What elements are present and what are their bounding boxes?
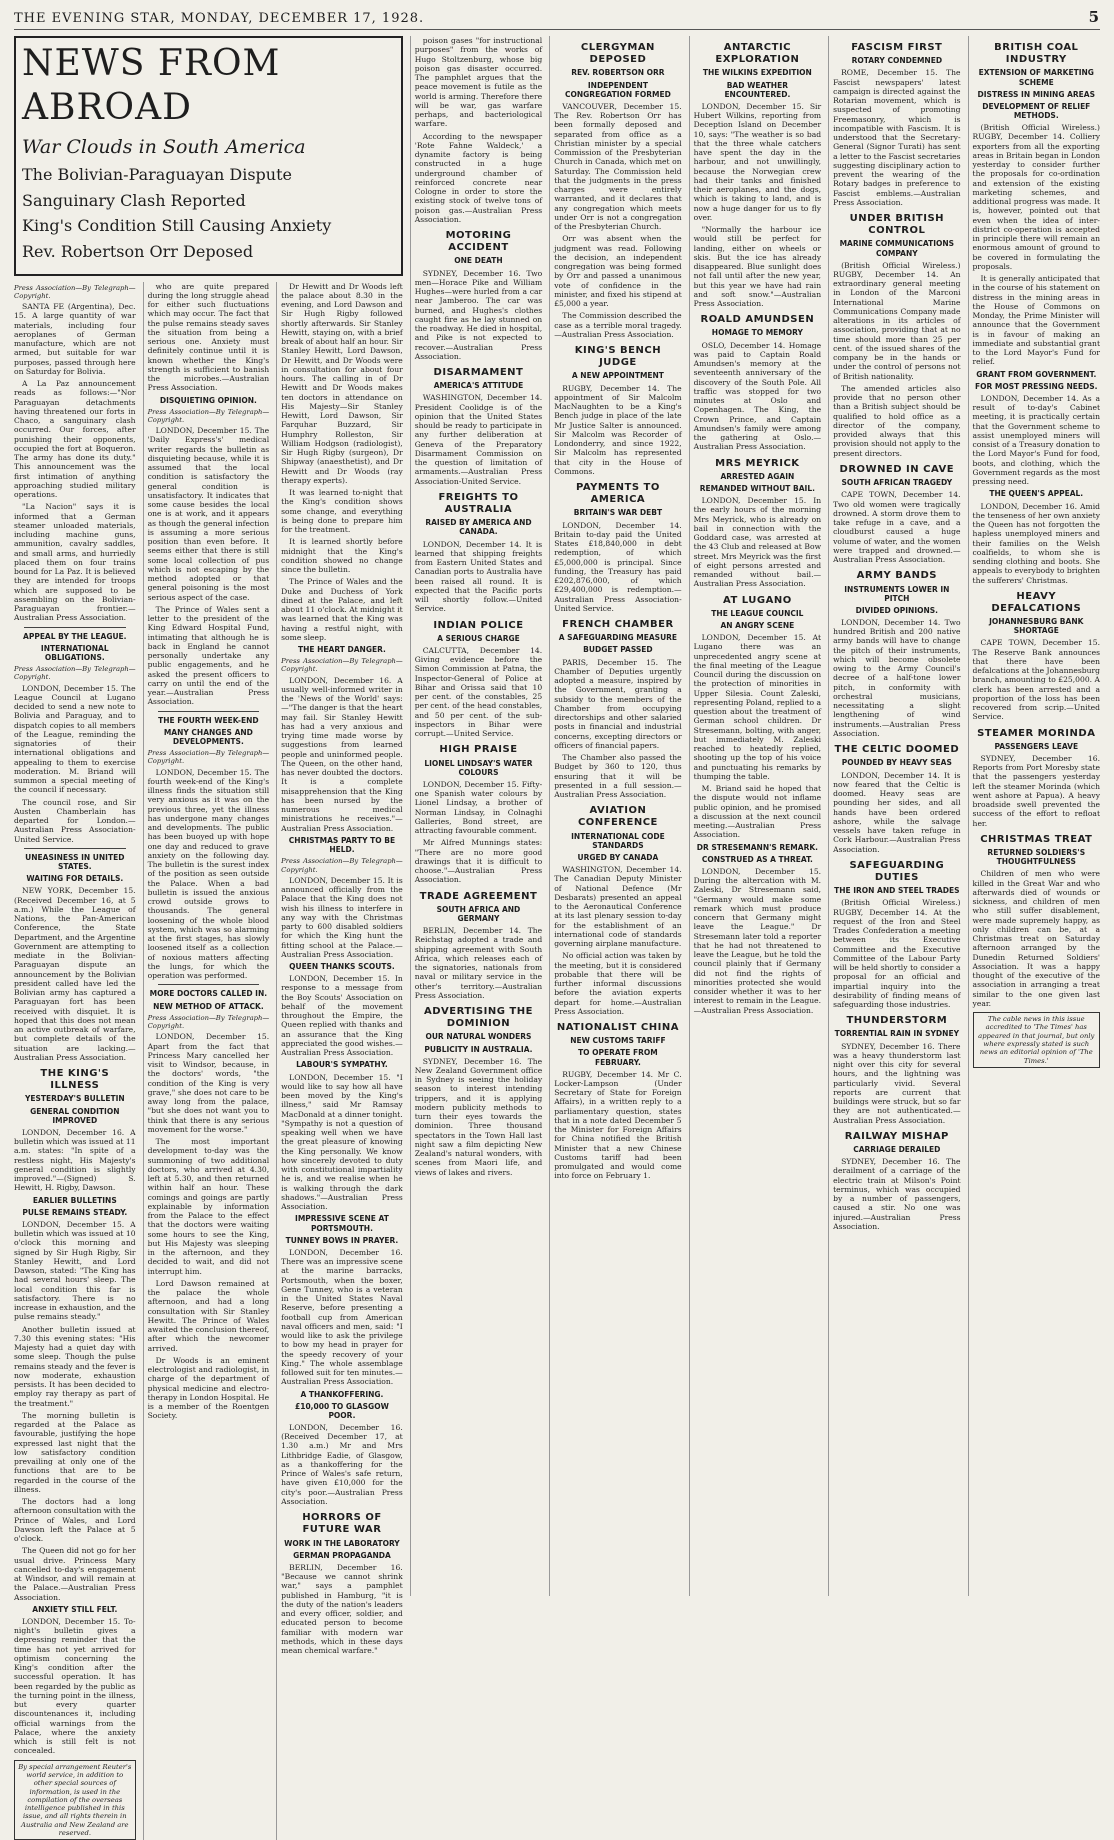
story-subhead: GENERAL CONDITION IMPROVED (30, 1106, 120, 1125)
credit-line: Press Association—By Telegraph—Copyright. (147, 407, 270, 424)
story-subhead: A SERIOUS CHARGE (437, 633, 520, 643)
headline-3: Sanguinary Clash Reported (22, 190, 246, 210)
story-subhead: INSTRUMENTS LOWER IN PITCH (844, 584, 950, 603)
paragraph: CAPE TOWN, December 15. The Reserve Bank announces that there have been defalcations at the Johannesburg branch, amounting to £25,000. A clerk has been arrested and a proportion of the loss has been recovered from scrip.—United Service. (972, 638, 1100, 722)
story-subhead: EARLIER BULLETINS (32, 1195, 117, 1205)
paragraph: BERLIN, December 16. "Because we cannot shrink war," says a pamphlet published in Hamburg, "it is the duty of the nation's leaders and every officer, soldier, and educated person to become familiar with modern war methods, which in these days mean chemical warfare." (281, 1562, 403, 1656)
divider (24, 627, 126, 628)
paragraph: LONDON, December 14. It is now feared that the Celtic is doomed. Heavy seas are pounding her sides, and all hands have been ordered ashore, while the salvage vessels have taken refuge in Cork Harbour.—Australian Press Association. (833, 770, 961, 854)
story-headline: THE KING'S ILLNESS (40, 1068, 110, 1092)
story-subhead: PULSE REMAINS STEADY. (22, 1207, 128, 1217)
credit-line: Press Association—By Telegraph—Copyright. (14, 665, 136, 682)
story-headline: RAILWAY MISHAP (844, 1130, 949, 1142)
masthead (14, 36, 403, 276)
story-subhead: BRITAIN'S WAR DEBT (573, 508, 663, 518)
paragraph: BERLIN, December 14. The Reichstag adopted a trade and shipping agreement with South Africa, which releases each of the signatories, nationals from naval or military service in the other's territory.—Australian Press Association. (414, 926, 543, 1000)
story-headline: BRITISH COAL INDUSTRY (994, 42, 1079, 66)
paragraph: LONDON, December 16. Amid the tenseness of her own anxiety the Queen has not forgotten the hapless unemployed miners and their families on the Welsh coalfields, to whom she is sending clothing and boots. She appeals to everybody to brighten the sufferers' Christmas. (972, 501, 1100, 585)
story-subhead: TORRENTIAL RAIN IN SYDNEY (834, 1029, 959, 1039)
story-subhead: WAITING FOR DETAILS. (26, 874, 124, 884)
copyright-notice: By special arrangement Reuter's world service, in addition to other special sources of information, is used in the compilation of the overseas intelligence published in this issue, and all rights therein in Australia and New Zealand are reserved. (14, 1760, 136, 1840)
story-subhead: HOMAGE TO MEMORY (711, 328, 803, 338)
paragraph: M. Briand said he hoped that the dispute would not inflame public opinion, and he promised a discussion at the next council meeting.—Australian Press Association. (693, 784, 822, 840)
paragraph: The Prince of Wales and the Duke and Duchess of York dined at the Palace, and left about 11 o'clock. At midnight it was learned that the King was having a restful night, with some sleep. (281, 577, 403, 642)
story-subhead: RAISED BY AMERICA AND CANADA. (425, 518, 532, 537)
credit-line: Press Association—By Telegraph—Copyright. (147, 1013, 270, 1031)
paragraph: LONDON, December 14. Britain to-day paid the United States £18,840,000 in debt redemption, of which £5,000,000 is principal. Since funding, the Treasury has paid £202,876,000, of which £29,400,000 is redemption.—Australian Press Association-United Service. (554, 520, 682, 613)
story-subhead: THE HEART DANGER. (298, 645, 386, 655)
paragraph: SANTA FE (Argentina), Dec. 15. A large quantity of war materials, including four aeroplanes of German manufacture, which are not armed, but suitable for war purposes, passed through here on Saturday for Bolivia. (14, 302, 136, 376)
story-subhead: POUNDED BY HEAVY SEAS (841, 758, 952, 768)
story-subhead: EXTENSION OF MARKETING SCHEME (978, 68, 1094, 87)
paragraph: who are quite prepared during the long struggle ahead for either such fluctuations which may occur. The fact that the pulse remains steady saves the situation from being a serious one. Anxiety must definitely continue until it is known whether the King's strength is sufficient to banish the microbes.—Australian Press Association. (147, 281, 270, 393)
paragraph: LONDON, December 14. Two hundred British and 200 native army bands will have to change the pitch of their instruments, which will become obsolete owing to the Army Council's decree of a half-tone lower pitch, in conformity with orchestral musicians, necessitating a slight lengthening of wind instruments.—Australian Press Association. (833, 617, 961, 738)
story-subhead: DIVIDED OPINIONS. (855, 605, 939, 615)
story-subhead: £10,000 TO GLASGOW POOR. (295, 1401, 389, 1420)
story-headline: INDIAN POLICE (433, 619, 524, 631)
story-subhead: ANXIETY STILL FELT. (32, 1604, 118, 1614)
story-subhead: INTERNATIONAL CODE STANDARDS (571, 831, 665, 850)
story-subhead: THE QUEEN'S APPEAL. (989, 489, 1084, 499)
story-subhead: GERMAN PROPAGANDA (293, 1550, 391, 1560)
headline-2: The Bolivian-Paraguayan Dispute (22, 164, 292, 184)
story-subhead: NEW METHOD OF ATTACK. (153, 1001, 264, 1011)
story-headline: HORRORS OF FUTURE WAR (302, 1512, 382, 1536)
paragraph: The most important development to-day was the summoning of two additional doctors, who arrived at 4.30, left at 5.30, and then returned within half an hour. These comings and goings are partly explainable by information from the Palace to the effect that the doctors were waiting some hours to see the King, but His Majesty was sleeping in the afternoon, and they decided to wait, and did not interrupt him. (147, 1137, 270, 1276)
headline-1: War Clouds in South America (22, 135, 306, 158)
paragraph: WASHINGTON, December 14. President Coolidge is of the opinion that the United States should be ready to participate in any further deliberation at Geneva of the Preparatory Disarmament Commission on the question of limitation of armaments.—Australian Press Association-United Service. (414, 393, 543, 486)
story-headline: ADVERTISING THE DOMINION (424, 1006, 533, 1030)
paragraph: The morning bulletin is regarded at the Palace as favourable, justifying the hope expressed last night that the low satisfactory condition prevailing at only one of the functions that are to be regarded in the course of the illness. (14, 1410, 136, 1494)
story-subhead: A THANKOFFERING. (300, 1389, 384, 1399)
story-subhead: WORK IN THE LABORATORY (284, 1538, 400, 1548)
story-subhead: LIONEL LINDSAY'S WATER COLOURS (424, 758, 533, 777)
story-headline: HEAVY DEFALCATIONS (991, 590, 1082, 614)
headline-5: Rev. Robertson Orr Deposed (22, 242, 254, 262)
paragraph: poison gases "for instructional purposes" from the works of Hugo Stoltzenburg, whose big poison gas disaster occurred. The pamphlet argues that the peace movement is futile as the world is arming. Therefore there will be war, gas warfare perhaps, and bacteriological warfare. (414, 36, 543, 129)
paragraph: LONDON, December 15. The 'Daily Express's' medical writer regards the bulletin as disquieting because, while it is assumed that the local condition is satisfactory the general condition is unsatisfactory. It indicates that some cause besides the local one is at work, and it appears as though the general infection is assuming a more serious position than even before. It seems either that there is still some local collection of pus which is not escaping by the method adopted or that general poisoning is the most serious aspect of the case. (147, 426, 270, 602)
headline-4: King's Condition Still Causing Anxiety (22, 216, 332, 236)
paragraph: OSLO, December 14. Homage was paid to Captain Roald Amundsen's memory at the seventeenth anniversary of the discovery of the South Pole. All traffic was stopped for two minutes at Oslo and Copenhagen. The King, the Crown Prince, and Captain Amundsen's family were among the gathering at Oslo.—Australian Press Association. (693, 340, 822, 452)
story-headline: AVIATION CONFERENCE (577, 805, 658, 829)
paragraph: "Normally the harbour ice would still be perfect for landing, either on wheels or skis. But the ice has already disappeared. Blue sunlight does not fall until after the new year, but this year we have had rain and soft snow."—Australian Press Association. (693, 225, 822, 309)
story-headline: ARMY BANDS (856, 570, 937, 582)
credit-line: Press Association—By Telegraph—Copyright. (147, 749, 270, 766)
story-subhead: ARRESTED AGAIN (720, 471, 795, 481)
paragraph: LONDON, December 14. As a result of to-day's Cabinet meeting, it is practically certain that the Government scheme to assist unemployed miners will consist of a Treasury donation to the Lord Mayor's Fund for food, boots, and clothing, which the Government regards as the most pressing need. (972, 393, 1100, 487)
divider (158, 984, 260, 985)
story-subhead: NEW CUSTOMS TARIFF (570, 1036, 666, 1046)
paragraph: LONDON, December 15. To-night's bulletin gives a depressing reminder that the time has not yet arrived for optimism concerning the King's condition after the successful operation. It has been regarded by the public as the turning point in the illness, but every quarter discountenances it, including official warnings from the Palace, where the anxiety which is still felt is not concealed. (14, 1616, 136, 1756)
running-title: THE EVENING STAR, MONDAY, DECEMBER 17, 1928. (14, 11, 425, 26)
story-subhead: IMPRESSIVE SCENE AT PORTSMOUTH. (295, 1214, 389, 1233)
story-subhead: CHRISTMAS PARTY TO BE HELD. (288, 835, 396, 855)
story-subhead: UNEASINESS IN UNITED STATES. (25, 852, 125, 871)
section-title: NEWS FROM ABROAD (22, 43, 281, 128)
paragraph: CAPE TOWN, December 14. Two old women were tragically drowned. A storm drove them to take refuge in a cave, and a cloudburst caused a huge volume of water, and the women were trapped and drowned.—Australian Press Association. (833, 490, 961, 565)
paragraph: PARIS, December 15. The Chamber of Deputies urgently adopted a measure, inspired by the Government, granting a subsidy to the members of the Chamber from occupying directorships and other salaried posts in financial and industrial concerns, excepting directors or officers of financial papers. (554, 657, 682, 750)
story-subhead: MORE DOCTORS CALLED IN. (149, 989, 268, 999)
credit-line: Press Association—By Telegraph—Copyright. (14, 283, 136, 300)
paragraph: LONDON, December 15. In response to a message from the Boy Scouts' Association on behalf of the movement throughout the Empire, the Queen replied with thanks and an assurance that the King appreciated the good wishes.—Australian Press Association. (281, 974, 403, 1058)
paragraph: LONDON, December 15. In the early hours of the morning Mrs Meyrick, who is already on bail in connection with the Goddard case, was arrested at the 43 Club and released at Bow street. Mrs Meyrick was the first of eight persons arrested and remanded without bail.—Australian Press Association. (693, 496, 822, 589)
story-subhead: A NEW APPOINTMENT (571, 371, 664, 381)
column-4 (410, 36, 542, 1596)
paragraph: The Queen did not go for her usual drive. Princess Mary cancelled to-day's engagement at Windsor, and will remain at the Palace.—Australian Press Association. (14, 1546, 136, 1602)
paragraph: Children of men who were killed in the Great War and who afterwards died of wounds or sickness, and children of men who still suffer disablement, were made supremely happy, as only children can be, at a Christmas treat on Saturday afternoon arranged by the Dunedin Returned Soldiers' Association. It was a happy thought of the executive of the association in arranging a treat similar to the one given last year. (972, 869, 1100, 1008)
story-subhead: BUDGET PASSED (583, 645, 653, 655)
paragraph: According to the newspaper 'Rote Fahne Waldeck,' a dynamite factory is being constructed in a huge underground chamber of reinforced concrete near Cologne in order to store the existing stock of twelve tons of poison gas.—Australian Press Association. (414, 131, 543, 224)
paragraph: LONDON, December 15. At Lugano there was an unprecedented angry scene at the final meeting of the League Council during the discussion on the protection of minorities in Upper Silesia. Count Zaleski, representing Poland, replied to a question about the treatment of German school children. Dr Stresemann, bolting, with anger, but immediately M. Zaleski reached to heatedly replied, shooting up the top of his voice and punctuating his remarks by thumping the table. (693, 633, 822, 781)
paragraph: SYDNEY, December 16. The New Zealand Government office in Sydney is seeing the holiday season to interest intending trippers, and it is applying modern publicity methods to turn their eyes towards the dominion. Three thousand spectators in the Town Hall last night saw a film depicting New Zealand's natural wonders, with scenes from Maori life, and views of lakes and rivers. (414, 1056, 543, 1177)
paragraph: LONDON, December 16. A bulletin which was issued at 11 a.m. states: "In spite of a restless night, His Majesty's general condition is slightly improved."—(Signed) S. Hewitt, H. Rigby, Dawson. (14, 1127, 136, 1193)
story-subhead: LABOUR'S SYMPATHY. (296, 1060, 388, 1070)
paragraph: LONDON, December 15. Fifty-one Spanish water colours by Lionel Lindsay, a brother of Norman Lindsay, in Colnaghi Galleries, Bond street, are attracting favourable comment. (414, 779, 543, 836)
paragraph: (British Official Wireless.) RUGBY, December 14. An extraordinary general meeting in London of the Marconi International Marine Communications Company made alterations in its articles of association, providing that at no time should more than 25 per cent. of the issued shares of the company be in the hands or under the control of persons not of British nationality. (833, 260, 961, 381)
times-notice: The cable news in this issue accredited to 'The Times' has appeared in that journal, but only where expressly stated is such news an editorial opinion of 'The Times.' (973, 1012, 1100, 1068)
story-subhead: DEVELOPMENT OF RELIEF METHODS. (982, 101, 1091, 120)
paragraph: ROME, December 15. The Fascist newspapers' latest campaign is directed against the Rotarian movement, which is suspected of promoting Freemasonry, which is incompatible with Fascism. It is understood that the Secretary-General (Signor Turati) has sent a letter to the Fascist secretaries suggesting disciplinary action to prevent the wearing of the Rotary badges in preference to Fascist emblems.—Australian Press Association. (833, 68, 961, 207)
story-subhead: ROTARY CONDEMNED (851, 56, 943, 66)
story-headline: ANTARCTIC EXPLORATION (715, 42, 800, 66)
paragraph: LONDON, December 15. A bulletin which was issued at 10 o'clock this morning and signed by Sir Hugh Rigby, Sir Stanley Hewitt, and Lord Dawson, stated: "The King has had several hours' sleep. The local condition this far is satisfactory. There is no increase in exhaustion, and the pulse remains steady." (14, 1219, 136, 1322)
paragraph: LONDON, December 16. There was an impressive scene at the marine barracks, Portsmouth, when the boxer, Gene Tunney, who is a veteran in the United States Naval Reserve, before presenting a football cup from American naval officers and men, said: "I would like to ask the privilege to bow my head in prayer for the speedy recovery of your King." The whole assemblage followed suit for ten minutes.—Australian Press Association. (281, 1247, 403, 1387)
paragraph: The doctors had a long afternoon consultation with the Prince of Wales, and Lord Dawson left the Palace at 5 o'clock. (14, 1497, 136, 1544)
paragraph: No official action was taken by the meeting, but it is considered probable that there will be further informal discussions before the aviation experts depart for home.—Australian Press Association. (554, 951, 682, 1016)
paragraph: NEW YORK, December 15. (Received December 16, at 5 a.m.) While the League of Nations, the Pan-American Conference, the State Department, and the Argentine Government are attempting to mediate in the Bolivian-Paraguayan dispute an announcement by the Bolivian president called have led the Bolivian army has captured a Paraguayan fort has been received with disquiet. It is hoped that this does not mean an active outbreak of warfare, but complete details of the situation are lacking.—Australian Press Association. (14, 886, 136, 1062)
story-subhead: MARINE COMMUNICATIONS COMPANY (839, 239, 955, 258)
paragraph: It is generally anticipated that in the course of his statement on distress in the mining areas in the House of Commons on Monday, the Prime Minister will announce that the Government is in favour of making an immediate and substantial grant to the Lord Mayor's Fund for relief. (972, 274, 1100, 367)
story-headline: AT LUGANO (723, 594, 792, 606)
paragraph: Orr was absent when the judgment was read. Following the decision, an independent congregation was being formed by Orr and passed a unanimous vote of confidence in the minister, and fixed his stipend at £5,000 a year. (554, 234, 682, 309)
paragraph: SYDNEY, December 16. There was a heavy thunderstorm last night over this city for several hours, and the lightning was particularly vivid. Several reports are current that buildings were struck, but so far they are not authenticated.—Australian Press Association. (833, 1041, 961, 1125)
column-8 (968, 36, 1100, 1596)
paragraph: "La Nacion" says it is informed that a German steamer unloaded materials, including machine guns, ammunition, cavalry saddles, and small arms, and hurriedly placed them on four trains bound for La Paz. It is believed they are intended for troops which are supposed to be assembling on the Bolivian-Paraguayan frontier.—Australian Press Association. (14, 502, 136, 623)
story-headline: DROWNED IN CAVE (839, 463, 955, 475)
story-subhead: SOUTH AFRICA AND GERMANY (436, 904, 521, 923)
story-subhead: FOR MOST PRESSING NEEDS. (974, 381, 1098, 391)
story-subhead: THE FOURTH WEEK-END (158, 715, 259, 725)
paragraph: CALCUTTA, December 14. Giving evidence before the Simon Commission at Patna, the Inspector-General of Police at Bihar and Orissa said that 10 per cent. of the constables, 25 per cent. of the head constables, and 50 per cent. of the sub-inspectors in Bihar were corrupt.—United Service. (414, 645, 543, 739)
paragraph: LONDON, December 15. During the altercation with M. Zaleski, Dr Stresemann said, "Germany would make some remark which must produce concern that Germany might leave the League." Dr Stresemann later told a reporter that he had not threatened to leave the League, but he told the council plainly that if Germany did not find the rights of minorities protected she would consider whether it was to her interest to remain in the League.—Australian Press Association. (693, 866, 822, 1015)
paragraph: SYDNEY, December 16. Reports from Port Moresby state that the passengers yesterday left the steamer Morinda (which went ashore at Papua). A heavy broadside swell prevented the success of the effort to refloat her. (972, 753, 1100, 828)
paragraph: LONDON, December 15. Apart from the fact that Princess Mary cancelled her visit to Windsor, because, in the doctors' words, "the condition of the King is very grave," she does not care to be away long from the palace, "but she does not want you to think that there is any serious movement for the worse." (147, 1032, 270, 1134)
story-headline: KING'S BENCH JUDGE (574, 345, 662, 369)
column-1 (14, 282, 136, 1840)
story-headline: THUNDERSTORM (846, 1015, 948, 1027)
story-subhead: QUEEN THANKS SCOUTS. (289, 962, 395, 972)
story-headline: FASCISM FIRST (851, 42, 943, 53)
story-headline: THE CELTIC DOOMED (834, 744, 960, 756)
paragraph: SYDNEY, December 16. Two men—Horace Pike and William Hughes—were hurled from a car near Jamberoo. The car was burned, and Hughes's clothes caught fire as he lay stunned on the roadway. He died in hospital, and Pike is not expected to recover.—Australian Press Association. (414, 268, 543, 361)
story-headline: SAFEGUARDING DUTIES (849, 859, 945, 883)
story-subhead: A SAFEGUARDING MEASURE (558, 633, 678, 643)
column-7 (828, 36, 960, 1596)
credit-line: Press Association—By Telegraph—Copyright. (281, 657, 403, 674)
divider (24, 848, 126, 849)
story-subhead: AN ANGRY SCENE (720, 620, 795, 630)
paragraph: LONDON, December 15. Sir Hubert Wilkins, reporting from Deception Island on December 10, says: "The weather is so bad that the three whale catchers have spent the day in the harbour, and not unwillingly, because the Norwegian crew had their tanks and finished their aeroplanes, and the dogs, which is taking to land, and is now a huge danger for us to fly over. (693, 101, 822, 222)
paragraph: A La Paz announcement reads as follows:—"Nor Paraguayan detachments having threatened our forts in Chaco, a sanguinary clash occurred. Our forces, after punishing their opponents, occupied the fort at Boqueron. The army has done its duty." This announcement was the first intimation of anything approaching studied military operations. (14, 379, 136, 500)
paragraph: The Chamber also passed the Budget by 360 to 120, thus ensuring that it will be presented in a full session.—Australian Press Association. (554, 753, 682, 800)
story-subhead: URGED BY CANADA (577, 852, 659, 862)
paragraph: The Prince of Wales sent a letter to the president of the King Edward Hospital Fund, intimating that although he is back in England he cannot personally undertake any public engagements, and he asked the present officers to carry on until the end of the year.—Australian Press Association. (147, 604, 270, 707)
story-subhead: CONSTRUED AS A THREAT. (701, 854, 813, 864)
paragraph: LONDON, December 15. The fourth week-end of the King's illness finds the situation still very anxious as it was on the previous three, yet the illness has undergone many changes and developments. The public has been buoyed up with hope one day and reduced to grave anxiety on the following day. The bulletin is the surest index of the position as seen outside the Palace. When a bad bulletin is issued the anxious crowd outside grows to thousands. The general loosening of the whole blood system, which was so alarming at the first stages, has slowly loosened itself as a collection of noxious matters affecting the lungs, for which the operation was performed. (147, 767, 270, 981)
story-headline: ROALD AMUNDSEN (700, 314, 815, 326)
story-subhead: OUR NATURAL WONDERS (425, 1032, 532, 1042)
story-headline: TRADE AGREEMENT (419, 890, 538, 902)
story-headline: CLERGYMAN DEPOSED (580, 42, 655, 66)
page-number: 5 (1088, 8, 1100, 26)
paragraph: LONDON, December 15. "I would like to say how all have been moved by the King's illness," said Mr Ramsay MacDonald at a dinner tonight. "Sympathy is not a question of speaking well when we have the great pleasure of knowing the King personally. We know how sincerely devoted to duty with constitutional impartiality he is, and we realise when he is walking through the dark shadows."—Australian Press Association. (281, 1072, 403, 1212)
story-headline: PAYMENTS TO AMERICA (575, 482, 660, 506)
paragraph: RUGBY, December 14. The appointment of Sir Malcolm MacNaughten to be a King's Bench judge in place of the late Mr Justice Salter is announced. Sir Malcolm was Recorder of Londonderry, and since 1922, Sir Malcolm has represented that city in the House of Commons. (554, 383, 682, 476)
paragraph: VANCOUVER, December 15. The Rev. Robertson Orr has been formally deposed and separated from office as a Christian minister by a special Commission of the Presbyterian Church in Canada, which met on Saturday. The Commission held that the judgments in the press charges were entirely warranted, and it declares that any congregation which meets under Orr is not a congregation of the Presbyterian Church. (554, 101, 682, 232)
column-6 (689, 36, 821, 1596)
story-subhead: YESTERDAY'S BULLETIN (24, 1094, 125, 1104)
paragraph: (British Official Wireless.) RUGBY, December 14. Colliery exporters from all the exporting areas in Britain began in London yesterday to consider further the proposals for co-ordination and extension of the existing marketing schemes, and additional progress was made. It is, however, pointed out that even when the idea of inter-district co-operation is accepted in principle there will remain an enormous amount of ground to be covered in formulating the proposals. (972, 123, 1100, 271)
story-subhead: REMANDED WITHOUT BAIL. (699, 483, 815, 493)
page-header (14, 8, 1100, 30)
story-subhead: THE LEAGUE COUNCIL (711, 608, 804, 618)
story-subhead: THE IRON AND STEEL TRADES (834, 886, 960, 896)
paragraph: Mr Alfred Munnings states: "There are no more good drawings that it is difficult to choose."—Australian Press Association. (414, 838, 543, 885)
story-subhead: TUNNEY BOWS IN PRAYER. (285, 1235, 399, 1245)
story-subhead: ONE DEATH (454, 256, 503, 266)
story-headline: FRENCH CHAMBER (562, 619, 674, 631)
story-subhead: RETURNED SOLDIERS'S THOUGHTFULNESS (987, 848, 1086, 867)
paragraph: Another bulletin issued at 7.30 this evening states: "His Majesty had a quiet day with some sleep. Though the pulse remains steady and the fever is now moderate, exhaustion persists. It has been decided to employ ray therapy as part of the treatment." (14, 1324, 136, 1408)
story-headline: FREIGHTS TO AUSTRALIA (438, 491, 519, 516)
story-subhead: AMERICA'S ATTITUDE (433, 381, 524, 391)
news-from-abroad-section (14, 36, 403, 1837)
paragraph: WASHINGTON, December 14. The Canadian Deputy Minister of National Defence (Mr Desbarats) presented an appeal to the Aeronautical Conference at its last plenary session to-day for the establishment of an international code of standards governing airplane manufacture. (554, 865, 682, 949)
story-subhead: SOUTH AFRICAN TRAGEDY (841, 478, 953, 488)
story-subhead: PUBLICITY IN AUSTRALIA. (424, 1044, 533, 1054)
paragraph: It was learned to-night that the King's condition shows some change, and everything is being done to prepare him for the treatment. (281, 488, 403, 535)
paragraph: The council rose, and Sir Austen Chamberlain has departed for London.—Australian Press Association-United Service. (14, 797, 136, 844)
paragraph: LONDON, December 15. The League Council at Lugano decided to send a new note to Bolivia and Paraguay, and to dispatch copies to all members of the League, reminding the signatories of their international obligations and appealing to them to exercise moderation. M. Briand will summon a special meeting of the council if necessary. (14, 683, 136, 795)
story-headline: HIGH PRAISE (439, 744, 518, 756)
story-subhead: INTERNATIONAL OBLIGATIONS. (40, 643, 109, 662)
story-headline: MRS MEYRICK (715, 457, 800, 469)
story-headline: NATIONALIST CHINA (556, 1022, 679, 1034)
paragraph: LONDON, December 14. It is learned that shipping freights from Eastern United States and Canadian ports to Australia have been raised all round. It is expected that the Pacific ports will shortly follow.—United Service. (414, 539, 543, 614)
story-headline: CHRISTMAS TREAT (980, 833, 1093, 845)
story-subhead: APPEAL BY THE LEAGUE. (23, 631, 127, 641)
column-3 (276, 282, 403, 1840)
story-subhead: INDEPENDENT CONGREGATION FORMED (564, 80, 671, 99)
story-headline: UNDER BRITISH CONTROL (849, 213, 945, 237)
paragraph: Dr Woods is an eminent electrologist and radiologist, in charge of the department of physical medicine and electro-therapy in London Hospital. He is a member of the Roentgen Society. (147, 1355, 270, 1421)
story-subhead: TO OPERATE FROM FEBRUARY. (578, 1048, 658, 1067)
story-subhead: MANY CHANGES AND DEVELOPMENTS. (163, 727, 253, 747)
story-subhead: BAD WEATHER ENCOUNTERED. (724, 80, 791, 99)
story-subhead: DISQUIETING OPINION. (159, 395, 257, 405)
paragraph: The Commission described the case as a terrible moral tragedy.—Australian Press Association. (554, 311, 682, 339)
story-subhead: REV. ROBERTSON ORR (571, 68, 665, 78)
story-subhead: DISTRESS IN MINING AREAS (977, 89, 1095, 99)
story-subhead: PASSENGERS LEAVE (994, 741, 1079, 751)
story-subhead: DR STRESEMANN'S REMARK. (696, 842, 819, 852)
paragraph: LONDON, December 16. A usually well-informed writer in the 'News of the World' says:—"The danger is that the heart may fail. Sir Stanley Hewitt has had a very anxious and trying time made worse by suggestions from learned people and uninformed people. The Queen, on the other hand, has never doubted the doctors. It is a complete misapprehension that the King has been nursed by the numerous medical ministrations he receives."—Australian Press Association. (281, 675, 403, 833)
story-subhead: THE WILKINS EXPEDITION (702, 68, 812, 78)
story-subhead: CARRIAGE DERAILED (853, 1145, 941, 1155)
paragraph: Lord Dawson remained at the palace the whole afternoon, and had a long consultation with Sir Stanley Hewitt. The Prince of Wales awaited the conclusion thereof, after which the newcomer arrived. (147, 1278, 270, 1353)
story-headline: STEAMER MORINDA (977, 727, 1096, 739)
paragraph: It is learned shortly before midnight that the King's condition showed no change since the bulletin. (281, 537, 403, 575)
paragraph: LONDON, December 16. (Received December 17, at 1.30 a.m.) Mr and Mrs Lithbridge Eadie, of Glasgow, as a thankoffering for the Prince of Wales's safe return, have given £10,000 for the city's poor.—Australian Press Association. (281, 1422, 403, 1506)
divider (158, 711, 260, 712)
paragraph: RUGBY, December 14. Mr C. Locker-Lampson (Under Secretary of State for Foreign Affairs), in a written reply to a parliamentary question, states that in a note dated December 5 the Minister for Foreign Affairs for China notified the British Minister that a new Chinese Customs tariff had been promulgated and would come into force on February 1. (554, 1069, 682, 1181)
story-subhead: GRANT FROM GOVERNMENT. (976, 369, 1097, 379)
story-subhead: JOHANNESBURG BANK SHORTAGE (989, 617, 1084, 636)
column-5 (549, 36, 681, 1596)
story-headline: MOTORING ACCIDENT (445, 230, 512, 254)
credit-line: Press Association—By Telegraph—Copyright. (281, 857, 403, 874)
paragraph: Dr Hewitt and Dr Woods left the palace about 8.30 in the evening, and Lord Dawson and Sir Hugh Rigby followed shortly afterwards. Sir Stanley Hewitt, staying on, with a brief break of about half an hour. Sir Stanley Hewitt, Lord Dawson, Dr Hewitt, and Dr Woods were in consultation for about four hours. The calling in of Dr Hewitt and Dr Woods makes ten doctors in attendance on His Majesty—Sir Stanley Hewitt, Lord Dawson, Sir Farquhar Buzzard, Sir Humphry Rolleston, Sir William Hodgson (radiologist), Sir Hugh Rigby (surgeon), Dr Shipway (anaesthetist), and Dr Hewitt and Dr Woods (ray therapy experts). (281, 281, 403, 485)
column-2 (143, 282, 270, 1840)
paragraph: LONDON, December 15. It is announced officially from the Palace that the King does not wish his illness to interfere in any way with the Christmas party to 600 disabled soldiers for which the King hunt the fitting school at the Palace.—Australian Press Association. (281, 875, 403, 959)
story-headline: DISARMAMENT (433, 367, 524, 379)
paragraph: The amended articles also provide that no person other than a British subject should be qualified to hold office as a director of the company, provided always that this provision should not apply to the present directors. (833, 383, 961, 458)
paragraph: SYDNEY, December 16. The derailment of a carriage of the electric train at Milson's Point terminus, which was occupied by a number of passengers, caused a stir. No one was injured.—Australian Press Association. (833, 1157, 961, 1231)
paragraph: (British Official Wireless.) RUGBY, December 14. At the request of the Iron and Steel Trades Confederation a meeting between its Executive Committee and the Executive Committee of the Labour Party will be held shortly to consider a proposal for an official and impartial inquiry into the desirability of finding means of safeguarding those industries. (833, 898, 961, 1010)
